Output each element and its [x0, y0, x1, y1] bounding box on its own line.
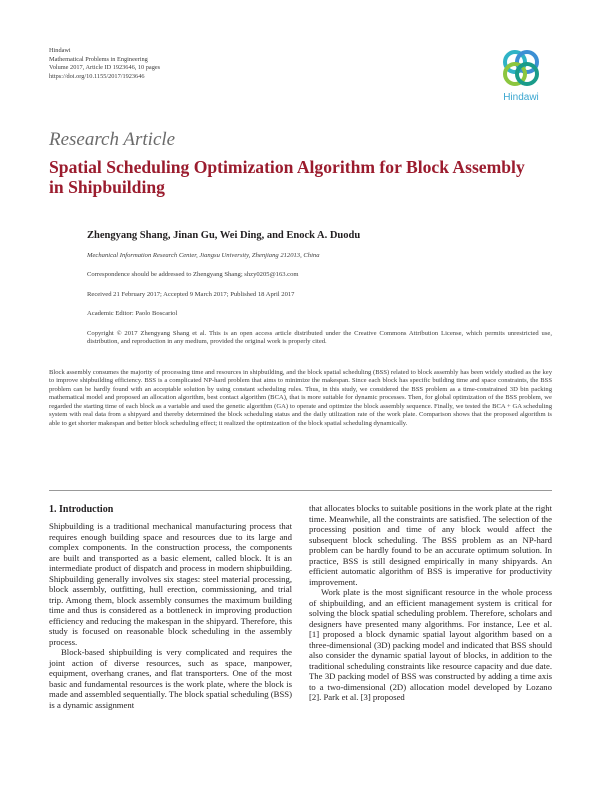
left-column — [49, 521, 292, 710]
paragraph: Shipbuilding is a traditional mechanical manufacturing process that requires enough building space and resources due to its large and complex components. In the construction process, the components are built and transported as a basic element, called block. It is an intermediate product of dispatch and process in modern shipbuilding. Shipbuilding generally involves six stages: steel material processing, block assembly, outfitting, hull erection, commissioning, and trial trip. Among them, block assembly consumes the maximum building time and thus is considered as a bottleneck in improving production efficiency and reducing the makespan in the shipyard. Therefore, this study is focused on reasonable block scheduling in the assembly process. — [49, 521, 292, 647]
section-divider — [49, 490, 552, 491]
paragraph: Block-based shipbuilding is very complicated and requires the joint action of diverse resources, such as space, manpower, equipment, overhang cranes, and flat transporters. One of the most basic and fundamental resources is the work plate, where the block is made and assembled sequentially. The block spatial scheduling (BSS) is a dynamic assignment — [49, 647, 292, 710]
hindawi-logo — [496, 46, 546, 104]
right-column — [309, 503, 552, 703]
paper-title: Spatial Scheduling Optimization Algorithm for Block Assembly in Shipbuilding — [49, 157, 525, 197]
publication-dates: Received 21 February 2017; Accepted 9 March 2017; Published 18 April 2017 — [87, 291, 295, 298]
article-type: Research Article — [49, 129, 176, 150]
authors: Zhengyang Shang, Jinan Gu, Wei Ding, and Enock A. Duodu — [87, 230, 361, 241]
doi-link[interactable]: https://doi.org/10.1155/2017/1923646 — [49, 72, 145, 80]
abstract: Block assembly consumes the majority of processing time and resources in shipbuilding, and the block spatial scheduling (BSS) related to block assembly has been widely studied as the key to improve shipbuilding efficiency. BSS is a complicated NP-hard problem that aims to minimize the makespan. Since each block has specific building time and space constraints, the BSS problem can be hardly found with an acceptable solution by using constant scheduling rules. Thus, in this study, we considered the BSS problem as a time-constrained 3D bin packing mathematical model and proposed an allocation algorithm, best contact algorithm (BCA), that is more suitable for dynamic processes. Then, for global optimization of the BSS problem, we regarded the starting time of each block as a variable and used the genetic algorithm (GA) to operate and optimize the block assembly sequence. Finally, we tested the BCA + GA scheduling system with real data from a shipyard and thereby determined the block scheduling status and the daily utilization rate of the work plate. Comparison shows that the proposed algorithm is able to get shorter makespan and better block scheduling effect; it realized the optimization of the block spatial scheduling dynamically. — [49, 369, 552, 427]
volume-info: Volume 2017, Article ID 1923646, 10 pages — [49, 64, 161, 72]
correspondence: Correspondence should be addressed to Zhengyang Shang; shzy0205@163.com — [87, 271, 299, 278]
copyright-notice: Copyright © 2017 Zhengyang Shang et al. This is an open access article distributed under the Creative Commons Attribution License, which permits unrestricted use, distribution, and reproduction in any medium, provided the original work is properly cited. — [87, 330, 552, 346]
paragraph: that allocates blocks to suitable positions in the work plate at the right time. Meanwhile, all the constraints are satisfied. The selection of the processing position and time of any block would affect the subsequent block scheduling. The BSS problem as an NP-hard problem can be hardly found to be an accurate optimum solution. In practice, BSS is still designed empirically in many shipyards. An efficient automatic algorithm of BSS is imperative for productivity improvement. — [309, 503, 552, 587]
hindawi-logo-text: Hindawi — [503, 92, 539, 103]
affiliation: Mechanical Information Research Center, Jiangsu University, Zhenjiang 212013, China — [87, 252, 320, 259]
hindawi-logo-icon — [496, 46, 546, 90]
academic-editor: Academic Editor: Paolo Boscariol — [87, 310, 178, 317]
journal-header — [49, 47, 160, 81]
paragraph: Work plate is the most significant resource in the whole process of shipbuilding, and an efficient management system is critical for solving the block spatial scheduling problem. Therefore, scholars and designers have presented many algorithms. For instance, Lee et al. [1] proposed a block dynamic spatial layout algorithm based on a three-dimensional (3D) packing model and indicated that BSS should also consider the dynamic spatial layout of blocks, in addition to the traditional scheduling constraints like resource capacity and due date. The 3D packing model of BSS was constructed by adding a time axis to a two-dimensional (2D) allocation model developed by Lozano [2]. Park et al. [3] proposed — [309, 587, 552, 702]
journal-name: Mathematical Problems in Engineering — [49, 55, 148, 63]
publisher-name: Hindawi — [49, 47, 71, 54]
section-heading: 1. Introduction — [49, 504, 114, 515]
